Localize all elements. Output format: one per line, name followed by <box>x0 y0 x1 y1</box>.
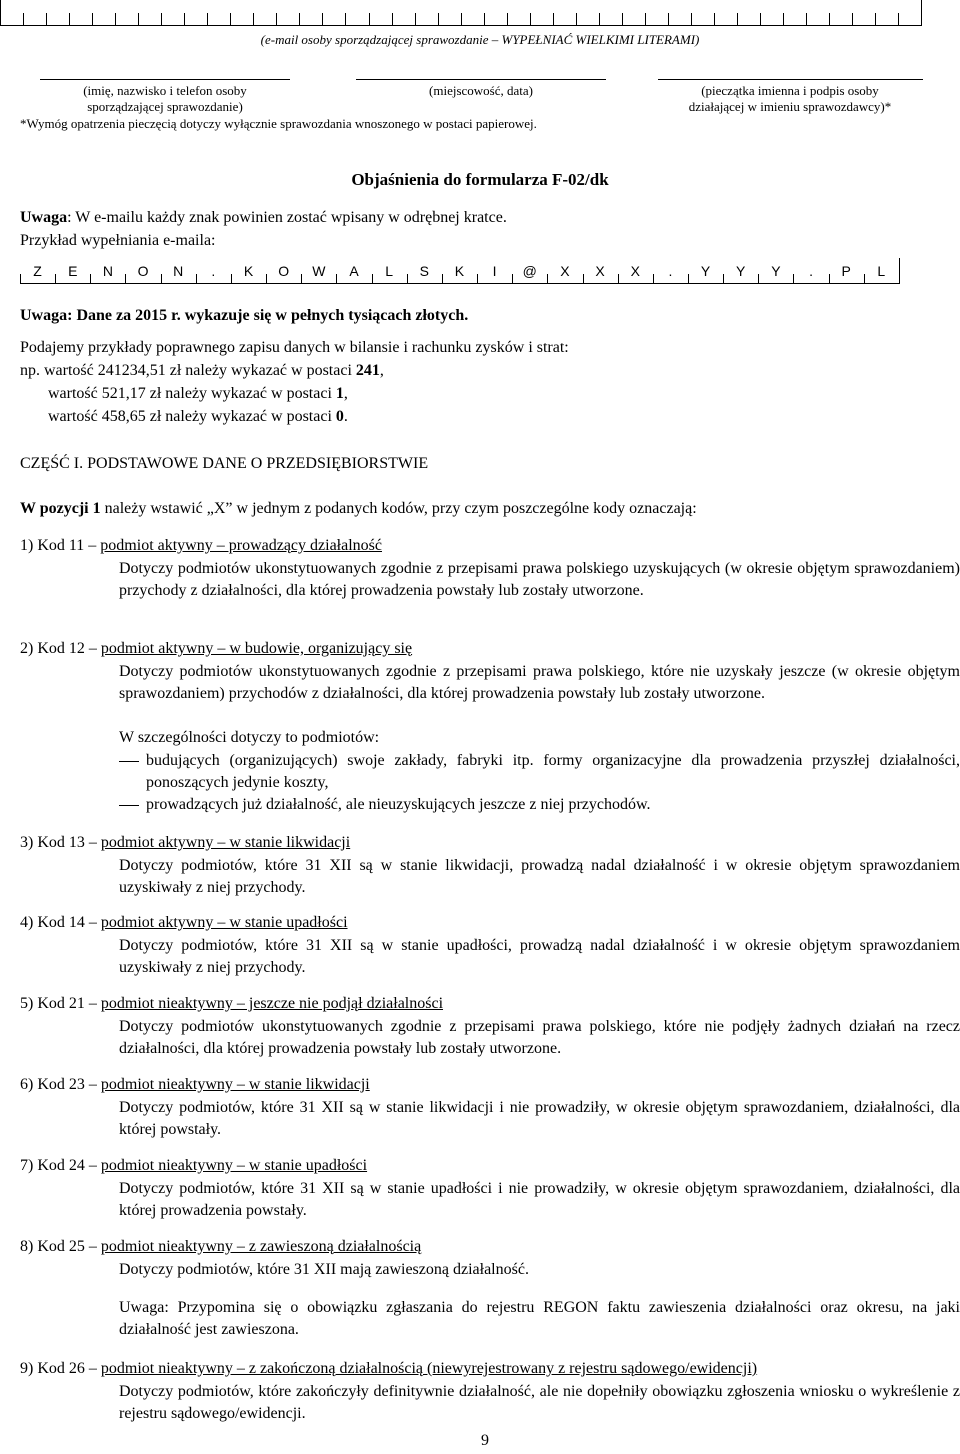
email-example-char: X <box>618 258 653 284</box>
code-item-3-head: 3) Kod 13 – podmiot aktywny – w stanie likwidacji <box>20 834 351 851</box>
stamp-footnote: *Wymóg opatrzenia pieczęcią dotyczy wyłącznie sprawozdania wnoszonego w postaci papierowej. <box>20 116 537 131</box>
example-line-2: wartość 521,17 zł należy wykazać w postaci 1, <box>48 385 348 402</box>
place-caption: (miejscowość, data) <box>429 83 533 98</box>
code-item-1-body: Dotyczy podmiotów ukonstytuowanych zgodnie z przepisami prawa polskiego uzyskujących (w okresie objętym sprawozdaniem) przychody z działalności, dla której prowadzenia powstały lub zostały utworzone. <box>119 560 960 599</box>
code-item-8-head: 8) Kod 25 – podmiot nieaktywny – z zawieszoną działalnością <box>20 1238 422 1255</box>
page-title: Objaśnienia do formularza F-02/dk <box>351 170 609 189</box>
email-example-char: X <box>547 258 582 284</box>
stamp-caption: (pieczątka imienna i podpis osoby działającej w imieniu sprawozdawcy)* <box>688 83 892 114</box>
code-item-5-head: 5) Kod 21 – podmiot nieaktywny – jeszcze nie podjął działalności <box>20 995 444 1012</box>
data-units-note: Uwaga: Dane za 2015 r. wykazuje się w pełnych tysiącach złotych. <box>20 307 469 324</box>
email-example-char: K <box>231 258 266 284</box>
examples-intro: Podajemy przykłady poprawnego zapisu danych w bilansie i rachunku zysków i strat: <box>20 339 569 356</box>
email-example-char: A <box>336 258 371 284</box>
dash-icon <box>119 805 139 806</box>
code-item-8-note: Uwaga: Przypomina się o obowiązku zgłaszania do rejestru REGON faktu zawieszenia działalności oraz okresu, na jaki działalność jest zawieszona. <box>119 1299 960 1338</box>
email-example-char: O <box>266 258 301 284</box>
email-example-char: Y <box>723 258 758 284</box>
email-example-char: L <box>864 258 900 284</box>
code-item-5-body: Dotyczy podmiotów ukonstytuowanych zgodnie z przepisami prawa polskiego, które nie podjęły żadnych działań na rzecz działalności, dla której prowadzenia powstały lub zostały utworzone. <box>119 1018 960 1057</box>
email-example-char: @ <box>512 258 547 284</box>
code-item-2-extra: W szczególności dotyczy to podmiotów: <box>119 729 380 746</box>
email-grid-top <box>0 0 922 26</box>
code-item-2-bullet-2: prowadzących już działalność, ale nieuzyskujących jeszcze z niej przychodów. <box>119 794 960 816</box>
example-line-3: wartość 458,65 zł należy wykazać w postaci 0. <box>48 408 348 425</box>
email-example-char: Z <box>20 258 55 284</box>
email-example-char: I <box>477 258 512 284</box>
stamp-signature-line <box>658 79 923 80</box>
page-number: 9 <box>481 1432 489 1449</box>
section-intro: W pozycji 1 należy wstawić „X” w jednym z podanych kodów, przy czym poszczególne kody oznaczają: <box>20 500 697 517</box>
person-signature-line <box>40 79 290 80</box>
email-example-char: Y <box>758 258 793 284</box>
email-example-label: Przykład wypełniania e-maila: <box>20 232 216 249</box>
code-item-7-body: Dotyczy podmiotów, które 31 XII są w stanie upadłości i nie prowadziły, w okresie objętym sprawozdaniem, działalności, dla której prowadzenia powstały. <box>119 1180 960 1219</box>
example-line-1: np. wartość 241234,51 zł należy wykazać w postaci 241, <box>20 362 384 379</box>
code-item-2-head: 2) Kod 12 – podmiot aktywny – w budowie, organizujący się <box>20 640 413 657</box>
email-example-char: L <box>372 258 407 284</box>
code-item-6-head: 6) Kod 23 – podmiot nieaktywny – w stanie likwidacji <box>20 1076 370 1093</box>
place-signature-line <box>356 79 606 80</box>
email-example-char: S <box>407 258 442 284</box>
code-item-2-body: Dotyczy podmiotów ukonstytuowanych zgodnie z przepisami prawa polskiego, które nie uzyskały jeszcze (w okresie objętym sprawozdaniem) przychodów z działalności, dla której prowadzenia powstały lub zostały utworzone. <box>119 663 960 702</box>
email-caption: (e-mail osoby sporządzającej sprawozdanie – WYPEŁNIAĆ WIELKIMI LITERAMI) <box>260 32 700 47</box>
code-item-4-body: Dotyczy podmiotów, które 31 XII są w stanie upadłości, prowadzą nadal działalność i w okresie objętym sprawozdaniem uzyskiwały z niej przychody. <box>119 937 960 976</box>
email-example-char: P <box>829 258 864 284</box>
dash-icon <box>119 761 139 762</box>
email-example-char: . <box>793 258 828 284</box>
code-item-6-body: Dotyczy podmiotów, które 31 XII są w stanie likwidacji i nie prowadziły, w okresie objętym sprawozdaniem, działalności, dla której powstały. <box>119 1099 960 1138</box>
email-example-char: N <box>161 258 196 284</box>
section-heading: CZĘŚĆ I. PODSTAWOWE DANE O PRZEDSIĘBIORSTWIE <box>20 455 429 472</box>
code-item-8-body: Dotyczy podmiotów, które 31 XII mają zawieszoną działalność. <box>119 1261 529 1278</box>
code-item-1-head: 1) Kod 11 – podmiot aktywny – prowadzący działalność <box>20 537 382 554</box>
person-caption: (imię, nazwisko i telefon osoby sporządzającej sprawozdanie) <box>83 83 247 114</box>
code-item-9-body: Dotyczy podmiotów, które zakończyły definitywnie działalność, ale nie dopełniły obowiązku zgłoszenia wniosku o wykreślenie z rejestru sądowego/ewidencji. <box>119 1383 960 1422</box>
email-example-char: W <box>301 258 336 284</box>
email-example-char: . <box>653 258 688 284</box>
code-item-9-head: 9) Kod 26 – podmiot nieaktywny – z zakończoną działalnością (niewyrejestrowany z rejestru sądowego/ewidencji) <box>20 1360 758 1377</box>
email-example-char: E <box>55 258 90 284</box>
email-example-char: K <box>442 258 477 284</box>
email-example-char: N <box>90 258 125 284</box>
email-warning: Uwaga: W e-mailu każdy znak powinien zostać wpisany w odrębnej kratce. <box>20 209 507 226</box>
code-item-4-head: 4) Kod 14 – podmiot aktywny – w stanie upadłości <box>20 914 348 931</box>
email-example-char: X <box>583 258 618 284</box>
code-item-3-body: Dotyczy podmiotów, które 31 XII są w stanie likwidacji, prowadzą nadal działalność i w okresie objętym sprawozdaniem uzyskiwały z niej przychody. <box>119 857 960 896</box>
email-example-char: . <box>196 258 231 284</box>
email-example-char: Y <box>688 258 723 284</box>
email-example-char: O <box>125 258 160 284</box>
email-example-boxes <box>20 258 900 284</box>
code-item-2-bullet-1: budujących (organizujących) swoje zakłady, fabryki itp. formy organizacyjne dla prowadzenia przyszłej działalności, ponoszących jedynie koszty, <box>119 750 960 794</box>
code-item-7-head: 7) Kod 24 – podmiot nieaktywny – w stanie upadłości <box>20 1157 368 1174</box>
